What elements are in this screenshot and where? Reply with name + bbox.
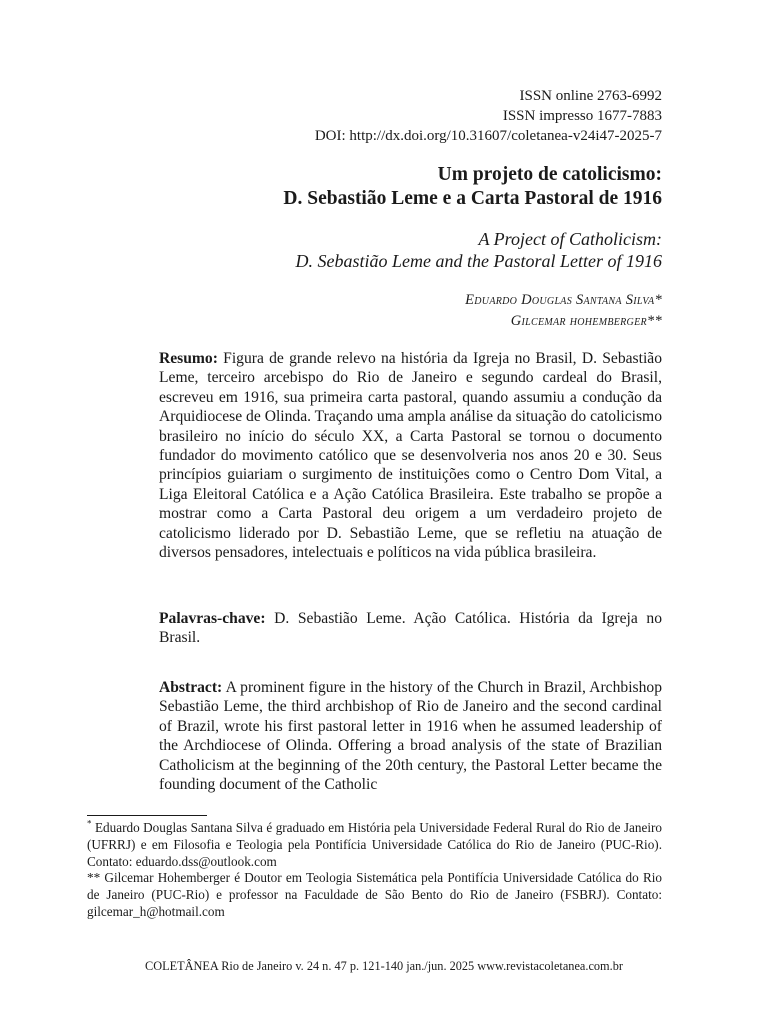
- keywords-label: Palavras-chave:: [159, 610, 266, 627]
- english-title-line-1: A Project of Catholicism:: [478, 229, 662, 249]
- resumo-label: Resumo:: [159, 350, 218, 367]
- author-list: [465, 290, 662, 332]
- english-title-line-2: D. Sebastião Leme and the Pastoral Letter of 1916: [295, 251, 662, 271]
- author-1: Eduardo Douglas Santana Silva*: [465, 292, 662, 308]
- footnote-1-text: Eduardo Douglas Santana Silva é graduado em História pela Universidade Federal Rural do Rio de Janeiro (UFRRJ) e em Filosofia e Teologia pela Pontifícia Universidade Católica do Rio de Janeiro (PUC-Rio). Contato: eduardo.dss@outlook.com: [87, 820, 663, 869]
- abstract-text: A prominent figure in the history of the Church in Brazil, Archbishop Sebastião Leme, the third archbishop of Rio de Janeiro and the second cardinal of Brazil, wrote his first pastoral letter in 1916 when he assumed leadership of the Archdiocese of Olinda. Offering a broad analysis of the state of Brazilian Catholicism at the beginning of the 20th century, the Pastoral Letter became the founding document of the Catholic: [159, 679, 662, 794]
- footnote-2-text: Gilcemar Hohemberger é Doutor em Teologia Sistemática pela Pontifícia Universidade Católica do Rio de Janeiro (PUC-Rio) e professor na Faculdade de São Bento do Rio de Janeiro (FSBRJ). Contato: gilcemar_h@hotmail.com: [87, 870, 662, 919]
- issn-online: ISSN online 2763-6992: [519, 88, 662, 104]
- abstract-paragraph: [159, 678, 662, 794]
- footnote-2: [87, 870, 662, 920]
- resumo-text: Figura de grande relevo na história da Igreja no Brasil, D. Sebastião Leme, terceiro arcebispo do Rio de Janeiro e segundo cardeal do Brasil, escreveu em 1916, sua primeira carta pastoral, quando assumiu a condução da Arquidiocese de Olinda. Traçando uma ampla análise da situação do catolicismo brasileiro no início do século XX, a Carta Pastoral se tornou o documento fundador do movimento católico que se desenvolveria nos anos 20 e 30. Seus princípios guiariam o surgimento de instituições como o Centro Dom Vital, a Liga Eleitoral Católica e a Ação Católica Brasileira. Este trabalho se propõe a mostrar como a Carta Pastoral deu origem a um verdadeiro projeto de catolicismo liderado por D. Sebastião Leme, que se refletiu na atuação de diversos pensadores, intelectuais e políticos na vida pública brasileira.: [159, 350, 662, 562]
- abstract-label: Abstract:: [159, 679, 223, 696]
- journal-footer: COLETÂNEA Rio de Janeiro v. 24 n. 47 p. 121-140 jan./jun. 2025 www.revistacoletanea.com.br: [145, 959, 623, 973]
- author-2: Gilcemar hohemberger**: [510, 313, 662, 329]
- title-line-2: D. Sebastião Leme e a Carta Pastoral de 1916: [283, 188, 662, 209]
- footnote-divider: [87, 815, 207, 816]
- resumo-paragraph: [159, 349, 662, 562]
- keywords-paragraph: [159, 609, 662, 648]
- keywords-text: D. Sebastião Leme. Ação Católica. História da Igreja no Brasil.: [159, 610, 662, 647]
- article-title-english: [296, 228, 662, 272]
- footnote-2-mark: **: [87, 870, 101, 886]
- footnote-1-mark: *: [87, 818, 92, 829]
- publication-metadata: [315, 86, 662, 146]
- article-title: [283, 163, 662, 211]
- footnote-1: [87, 820, 662, 870]
- title-line-1: Um projeto de catolicismo:: [437, 164, 662, 185]
- issn-print: ISSN impresso 1677-7883: [502, 108, 662, 124]
- footnotes: [87, 820, 662, 921]
- doi-link[interactable]: DOI: http://dx.doi.org/10.31607/coletanea-v24i47-2025-7: [314, 128, 662, 144]
